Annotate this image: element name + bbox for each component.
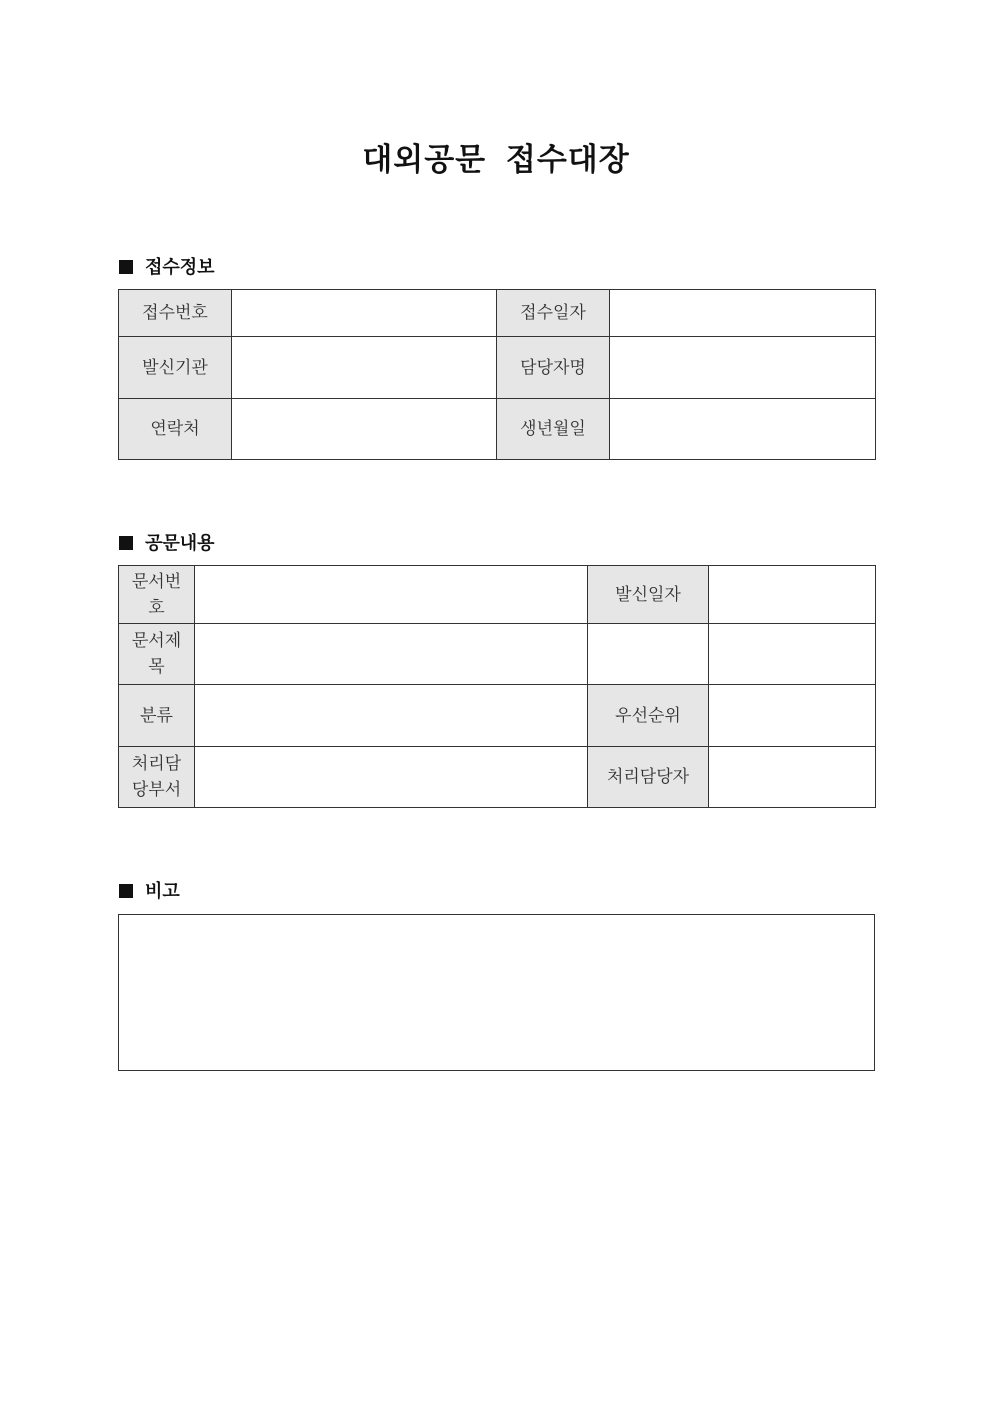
document-title: 대외공문 접수대장 <box>362 142 630 178</box>
receipt-date-label: 접수일자 <box>497 290 610 337</box>
table-row <box>119 747 876 808</box>
doc-title-label <box>119 624 195 685</box>
contact-person-label: 담당자명 <box>497 337 610 399</box>
contact-person-field[interactable] <box>610 337 876 399</box>
priority-label: 우선순위 <box>588 685 709 747</box>
category-field[interactable] <box>195 685 588 747</box>
handler-label: 처리담당자 <box>588 747 709 808</box>
section-heading-receipt <box>119 253 215 279</box>
handling-dept-label <box>119 747 195 808</box>
document-content-table <box>118 565 876 808</box>
receipt-number-field[interactable] <box>232 290 497 337</box>
phone-field[interactable] <box>232 399 497 460</box>
phone-label: 연락처 <box>119 399 232 460</box>
doc-number-label-text: 문서번호 <box>131 571 182 618</box>
section-heading-label: 공문내용 <box>145 533 215 554</box>
table-row <box>119 624 876 685</box>
table-row <box>119 290 876 337</box>
doc-title-label-text: 문서제목 <box>131 631 182 677</box>
section-heading-label: 접수정보 <box>145 257 215 278</box>
table-row <box>119 337 876 399</box>
receipt-info-table <box>118 289 876 460</box>
doc-number-field[interactable] <box>195 566 588 624</box>
priority-field[interactable] <box>709 685 876 747</box>
sender-org-label: 발신기관 <box>119 337 232 399</box>
send-date-field[interactable] <box>709 566 876 624</box>
handler-field[interactable] <box>709 747 876 808</box>
handling-dept-label-text: 처리담당부서 <box>131 754 182 800</box>
black-square-icon <box>119 884 133 898</box>
birthdate-label: 생년월일 <box>497 399 610 460</box>
section-heading-content <box>119 529 215 555</box>
sender-org-field[interactable] <box>232 337 497 399</box>
remarks-field[interactable] <box>118 914 875 1071</box>
section-heading-remarks <box>119 877 180 903</box>
receipt-number-label: 접수번호 <box>119 290 232 337</box>
send-date-label: 발신일자 <box>588 566 709 624</box>
table-row <box>119 399 876 460</box>
blank-label-cell <box>588 624 709 685</box>
receipt-date-field[interactable] <box>610 290 876 337</box>
section-heading-label: 비고 <box>145 881 180 902</box>
doc-number-label <box>119 566 195 624</box>
birthdate-field[interactable] <box>610 399 876 460</box>
blank-value-cell[interactable] <box>709 624 876 685</box>
black-square-icon <box>119 260 133 274</box>
handling-dept-field[interactable] <box>195 747 588 808</box>
table-row <box>119 566 876 624</box>
black-square-icon <box>119 536 133 550</box>
doc-title-field[interactable] <box>195 624 588 685</box>
table-row <box>119 685 876 747</box>
category-label: 분류 <box>119 685 195 747</box>
